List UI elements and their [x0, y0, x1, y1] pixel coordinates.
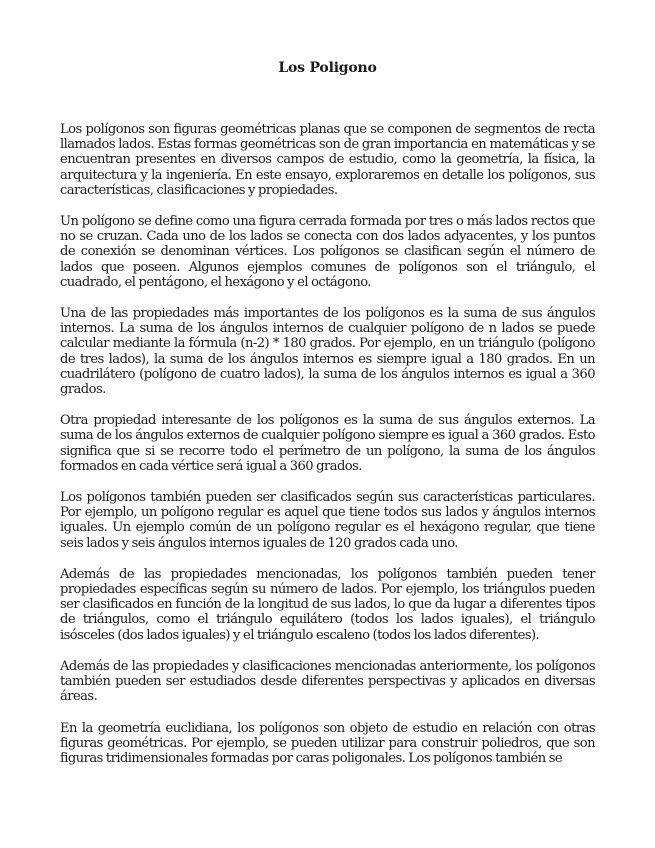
paragraph-triangle-types: Además de las propiedades mencionadas, los polígonos también pueden tener propiedades específicas según su número de lados. Por ejemplo, los triángulos pueden ser clasificados en función de la longitud de sus lados, lo que da lugar a diferentes tipos de triángulos, como el triángulo equilátero (todos los lados iguales), el triángulo isósceles (dos lados iguales) y el triángulo escaleno (todos los lados diferentes).	[60, 566, 595, 643]
paragraph-intro: Los polígonos son figuras geométricas planas que se componen de segmentos de recta llamados lados. Estas formas geométricas son de gran importancia en matemáticas y se encuentran presentes en diversos campos de estudio, como la geometría, la física, la arquitectura y la ingeniería. En este ensayo, exploraremos en detalle los polígonos, sus características, clasificaciones y propiedades.	[60, 122, 595, 198]
paragraph-regular-polygons: Los polígonos también pueden ser clasificados según sus características particulares. Por ejemplo, un polígono regular es aquel que tiene todos sus lados y ángulos internos iguales. Un ejemplo común de un polígono regular es el hexágono regular, que tiene seis lados y seis ángulos internos iguales de 120 grados cada uno.	[60, 490, 595, 551]
paragraph-internal-angles: Una de las propiedades más importantes de los polígonos es la suma de sus ángulos internos. La suma de los ángulos internos de cualquier polígono de n lados se puede calcular mediante la fórmula (n-2) * 180 grados. Por ejemplo, en un triángulo (polígono de tres lados), la suma de los ángulos internos es siempre igual a 180 grados. En un cuadrilátero (polígono de cuatro lados), la suma de los ángulos internos es igual a 360 grados.	[60, 306, 595, 398]
document-title: Los Poligono	[278, 60, 377, 76]
paragraph-definition: Un polígono se define como una figura cerrada formada por tres o más lados rectos que no se cruzan. Cada uno de los lados se conecta con dos lados adyacentes, y los puntos de conexión se denominan vértices. Los polígonos se clasifican según el número de lados que poseen. Algunos ejemplos comunes de polígonos son el triángulo, el cuadrado, el pentágono, el hexágono y el octágono.	[60, 214, 595, 290]
document-body	[60, 122, 595, 782]
paragraph-euclidean-geometry: En la geometría euclidiana, los polígonos son objeto de estudio en relación con otras figuras geométricas. Por ejemplo, se pueden utilizar para construir poliedros, que son figuras tridimensionales formadas por caras poligonales. Los polígonos también se	[60, 720, 595, 766]
paragraph-external-angles: Otra propiedad interesante de los polígonos es la suma de sus ángulos externos. La suma de los ángulos externos de cualquier polígono siempre es igual a 360 grados. Esto significa que si se recorre todo el perímetro de un polígono, la suma de los ángulos formados en cada vértice será igual a 360 grados.	[60, 413, 595, 474]
paragraph-perspectives: Además de las propiedades y clasificaciones mencionadas anteriormente, los polígonos también pueden ser estudiados desde diferentes perspectivas y aplicados en diversas áreas.	[60, 658, 595, 705]
